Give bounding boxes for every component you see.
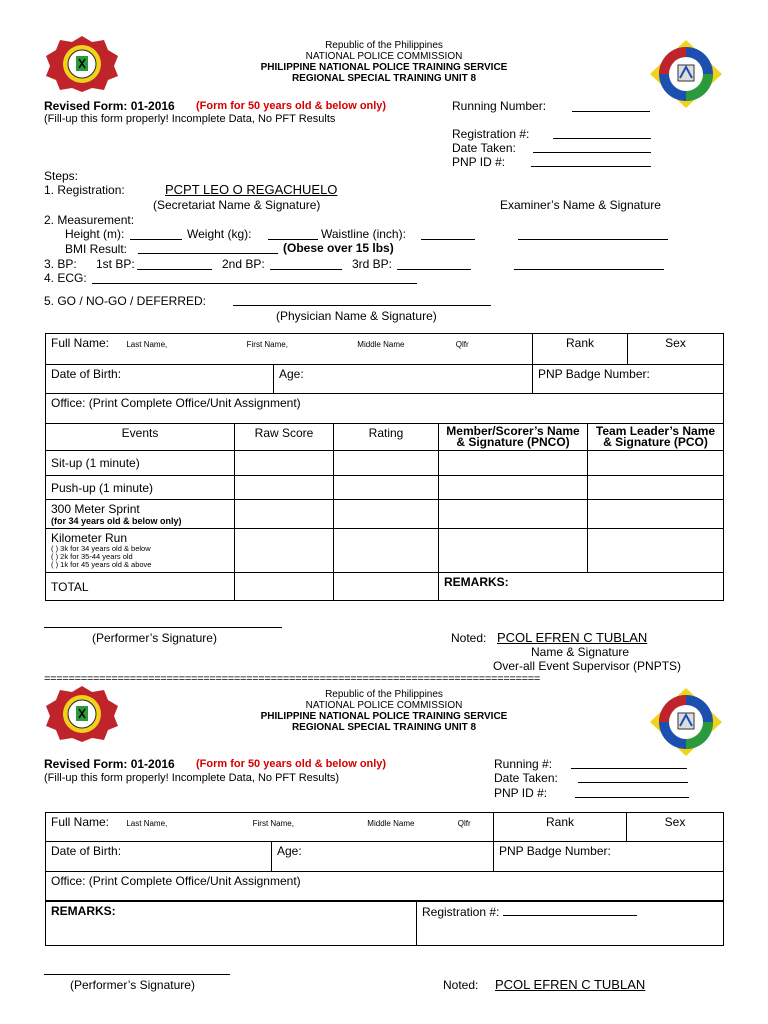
bp1-field[interactable] (137, 258, 212, 270)
performer-signature-line[interactable] (44, 616, 282, 628)
header-commission: NATIONAL POLICE COMMISSION (305, 700, 463, 711)
pnp-id-label: PNP ID #: (494, 786, 548, 800)
revised-form: Revised Form: 01-2016 (44, 99, 175, 113)
bp2-label: 2nd BP: (222, 257, 265, 271)
pnp-id-field[interactable] (575, 786, 689, 798)
full-name-label: Full Name: (51, 336, 110, 350)
revised-form: Revised Form: 01-2016 (44, 757, 175, 771)
full-name-cell[interactable] (46, 334, 533, 365)
header-unit: REGIONAL SPECIAL TRAINING UNIT 8 (291, 722, 477, 733)
running-number-field[interactable] (572, 100, 650, 112)
badge-cell[interactable]: PNP Badge Number: (533, 365, 724, 394)
noted-label: Noted: (443, 978, 479, 992)
sprint-name: 300 Meter Sprint (51, 502, 140, 516)
examiner-signature-line-2[interactable] (514, 258, 664, 270)
date-taken-field[interactable] (533, 141, 651, 153)
age-cell[interactable]: Age: (272, 842, 494, 872)
weight-label: Weight (kg): (187, 227, 252, 241)
waistline-field[interactable] (421, 228, 475, 240)
bp3-label: 3rd BP: (352, 257, 393, 271)
event-sprint (46, 500, 235, 529)
step3-label: 3. BP: (44, 257, 77, 271)
performer-caption: (Performer’s Signature) (70, 978, 195, 992)
pushup-leader[interactable] (588, 476, 724, 500)
pnp-id-label: PNP ID #: (452, 155, 506, 169)
date-taken-label: Date Taken: (452, 141, 516, 155)
header-commission: NATIONAL POLICE COMMISSION (305, 51, 463, 62)
office-cell[interactable]: Office: (Print Complete Office/Unit Assignment) (46, 394, 724, 424)
header-service: PHILIPPINE NATIONAL POLICE TRAINING SERVICE (260, 711, 508, 722)
ecg-field[interactable] (92, 272, 417, 284)
bmi-field[interactable] (138, 242, 278, 254)
km-run-option[interactable]: ( ) 2k for 35-44 years old (51, 552, 133, 561)
examiner-caption: Examiner’s Name & Signature (500, 198, 661, 212)
noted-label: Noted: (451, 631, 487, 645)
full-name-label: Full Name: (51, 815, 110, 829)
team-leader-header: Team Leader’s Name & Signature (PCO) (588, 424, 724, 451)
sprint-leader[interactable] (588, 500, 724, 529)
sprint-note: (for 34 years old & below only) (51, 516, 182, 526)
running-number-label: Running #: (494, 757, 553, 771)
go-no-go-field[interactable] (233, 294, 491, 306)
sex-cell[interactable]: Sex (628, 334, 724, 365)
situp-rating[interactable] (334, 451, 439, 476)
pnp-id-field[interactable] (531, 155, 651, 167)
pushup-raw-score[interactable] (235, 476, 334, 500)
header-service: PHILIPPINE NATIONAL POLICE TRAINING SERVICE (260, 62, 508, 73)
weight-field[interactable] (268, 228, 318, 240)
qlfr-label: Qlfr (457, 819, 471, 828)
bmi-label: BMI Result: (65, 242, 128, 256)
step5-label: 5. GO / NO-GO / DEFERRED: (44, 294, 207, 308)
age-cell[interactable]: Age: (274, 365, 533, 394)
examiner-signature-line-1[interactable] (518, 228, 668, 240)
event-km-run (46, 529, 235, 573)
registration-field[interactable] (553, 127, 651, 139)
age-note: (Form for 50 years old & below only) (196, 758, 387, 770)
sprint-rating[interactable] (334, 500, 439, 529)
pushup-scorer[interactable] (439, 476, 588, 500)
last-name-label: Last Name, (126, 819, 168, 828)
supervisor-caption: Over-all Event Supervisor (PNPTS) (493, 659, 682, 673)
situp-leader[interactable] (588, 451, 724, 476)
rstu-logo (648, 38, 724, 110)
fill-note: (Fill-up this form properly! Incomplete Data, No PFT Results (44, 113, 336, 125)
pushup-rating[interactable] (334, 476, 439, 500)
rank-cell[interactable]: Rank (494, 813, 627, 842)
step2-label: 2. Measurement: (44, 213, 135, 227)
obese-note: (Obese over 15 lbs) (283, 241, 394, 255)
steps-label: Steps: (44, 169, 79, 183)
header-unit: REGIONAL SPECIAL TRAINING UNIT 8 (291, 73, 477, 84)
sprint-raw-score[interactable] (235, 500, 334, 529)
qlfr-label: Qlfr (455, 340, 469, 349)
header-republic: Republic of the Philippines (325, 689, 443, 700)
dob-cell[interactable]: Date of Birth: (46, 365, 274, 394)
total-label: TOTAL (46, 573, 235, 601)
personal-info-table (45, 333, 724, 424)
full-name-cell[interactable] (46, 813, 494, 842)
physician-caption: (Physician Name & Signature) (276, 309, 437, 323)
registration-field[interactable] (503, 904, 637, 916)
date-taken-label: Date Taken: (494, 771, 558, 785)
km-run-leader[interactable] (588, 529, 724, 573)
remarks-cell[interactable]: REMARKS: (46, 902, 417, 946)
first-name-label: First Name, (252, 819, 294, 828)
noted-name: PCOL EFREN C TUBLAN (497, 630, 648, 645)
rank-cell[interactable]: Rank (533, 334, 628, 365)
date-taken-field[interactable] (578, 771, 688, 783)
situp-raw-score[interactable] (235, 451, 334, 476)
sex-cell[interactable]: Sex (627, 813, 724, 842)
name-signature-caption: Name & Signature (531, 645, 630, 659)
sprint-scorer[interactable] (439, 500, 588, 529)
age-note: (Form for 50 years old & below only) (196, 100, 387, 112)
km-run-option[interactable]: ( ) 1k for 45 years old & above (51, 560, 152, 569)
performer-caption: (Performer’s Signature) (92, 631, 217, 645)
secretariat-caption: (Secretariat Name & Signature) (153, 198, 321, 212)
bp1-label: 1st BP: (96, 257, 135, 271)
remarks-cell[interactable]: REMARKS: (439, 573, 724, 601)
bp3-field[interactable] (397, 258, 471, 270)
badge-cell[interactable]: PNP Badge Number: (494, 842, 724, 872)
registration-label: Registration #: (422, 905, 500, 919)
dob-cell[interactable]: Date of Birth: (46, 842, 272, 872)
bp2-field[interactable] (270, 258, 342, 270)
km-run-raw-score[interactable] (235, 529, 334, 573)
form-separator: ================================================================================= (44, 673, 541, 685)
registration-cell[interactable] (417, 902, 724, 946)
km-run-scorer[interactable] (439, 529, 588, 573)
events-header: Events (46, 424, 235, 451)
personal-info-table (45, 812, 724, 901)
step4-label: 4. ECG: (44, 271, 87, 285)
situp-scorer[interactable] (439, 451, 588, 476)
km-run-name: Kilometer Run (51, 531, 128, 545)
member-scorer-header: Member/Scorer’s Name & Signature (PNCO) (439, 424, 588, 451)
rating-header: Rating (334, 424, 439, 451)
rstu-logo (648, 686, 724, 758)
running-number-label: Running Number: (452, 99, 547, 113)
middle-name-label: Middle Name (357, 340, 405, 349)
first-name-label: First Name, (246, 340, 288, 349)
registration-label: Registration #: (452, 127, 530, 141)
event-situp: Sit-up (1 minute) (46, 451, 235, 476)
running-number-field[interactable] (571, 757, 687, 769)
total-rating[interactable] (334, 573, 439, 601)
km-run-rating[interactable] (334, 529, 439, 573)
header-republic: Republic of the Philippines (325, 40, 443, 51)
noted-name: PCOL EFREN C TUBLAN (495, 977, 646, 992)
events-table (45, 423, 724, 601)
step1-label: 1. Registration: (44, 183, 125, 197)
pnp-logo (44, 34, 120, 94)
total-raw-score[interactable] (235, 573, 334, 601)
fill-note: (Fill-up this form properly! Incomplete Data, No PFT Results) (44, 772, 340, 784)
event-pushup: Push-up (1 minute) (46, 476, 235, 500)
height-field[interactable] (130, 228, 182, 240)
raw-score-header: Raw Score (235, 424, 334, 451)
last-name-label: Last Name, (126, 340, 168, 349)
height-label: Height (m): (65, 227, 125, 241)
middle-name-label: Middle Name (367, 819, 415, 828)
pnp-logo (44, 684, 120, 744)
remarks-table (45, 901, 724, 946)
waistline-label: Waistline (inch): (321, 227, 406, 241)
performer-signature-line[interactable] (44, 963, 230, 975)
secretariat-name: PCPT LEO O REGACHUELO (165, 182, 338, 197)
km-run-option[interactable]: ( ) 3k for 34 years old & below (51, 544, 151, 553)
office-cell[interactable]: Office: (Print Complete Office/Unit Assignment) (46, 872, 724, 901)
